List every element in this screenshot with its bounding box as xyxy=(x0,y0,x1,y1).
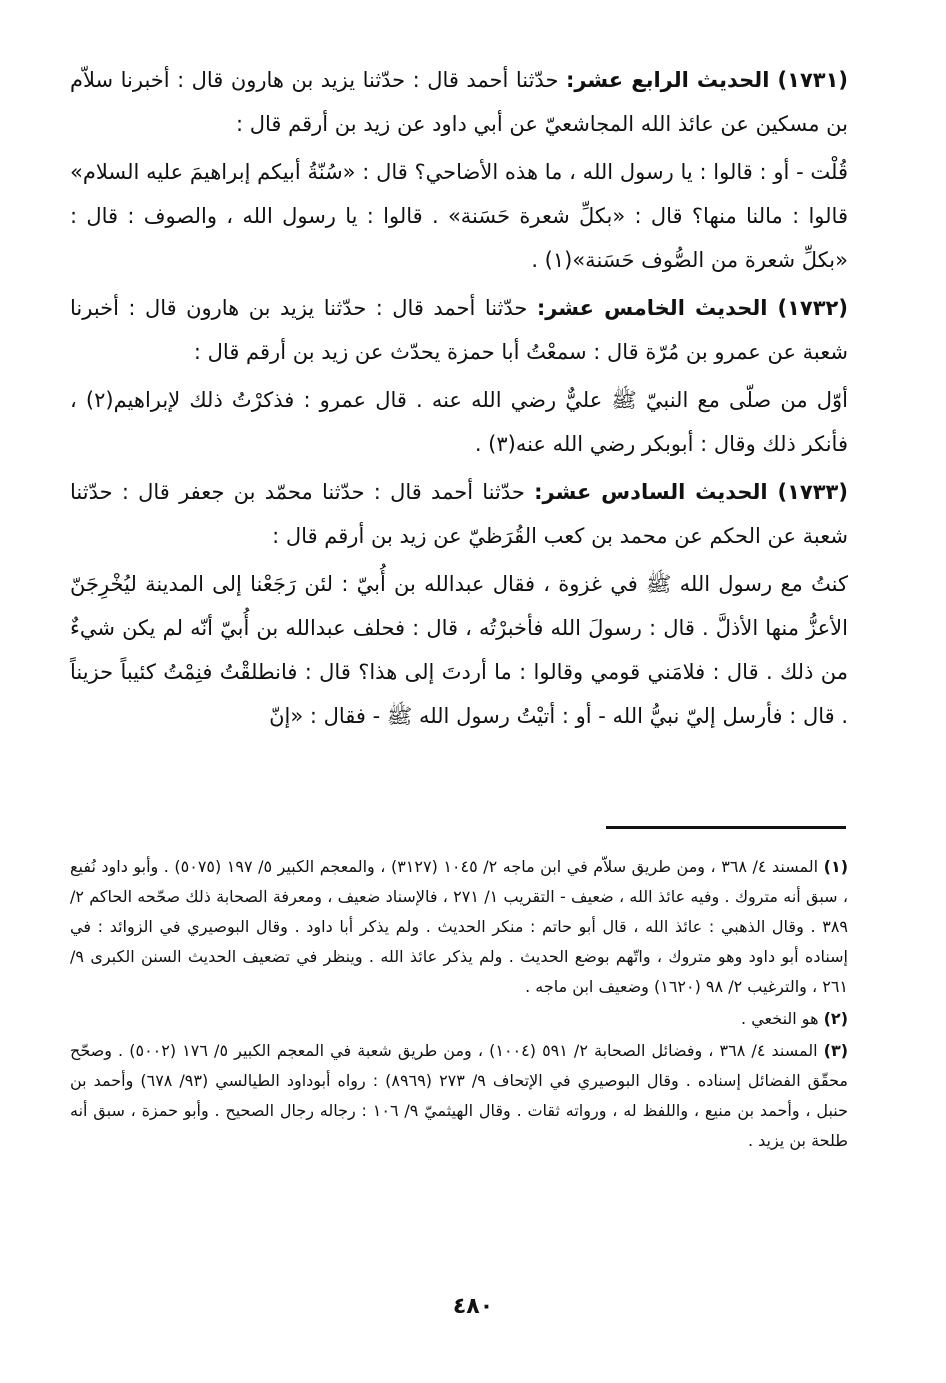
hadith-1731-header xyxy=(70,58,848,146)
hadith-1732-header xyxy=(70,286,848,374)
page-number: ٤٨٠ xyxy=(452,1294,494,1319)
hadith-1733-matn: كنتُ مع رسول الله ﷺ في غزوة ، فقال عبدالله بن أُبيّ : لئن رَجَعْنا إلى المدينة ليُخْرِجَنّ الأعزُّ منها الأذلَّ . قال : رسولَ الله فأخبرْتُه ، قال : فحلف عبدالله بن أُبيّ أنّه لم يكن شيءٌ من ذلك . قال : فلامَني قومي وقالوا : ما أردتَ إلى هذا؟ قال : فانطلقْتُ فنِمْتُ كئيباً حزيناً . قال : فأرسل إليّ نبيُّ الله - أو : أتيْتُ رسول الله ﷺ - فقال : «إنّ xyxy=(70,572,848,728)
footnote-1-text: المسند ٤/ ٣٦٨ ، ومن طريق سلاّم في ابن ماجه ٢/ ١٠٤٥ (٣١٢٧) ، والمعجم الكبير ٥/ ١٩٧ (٥٠٧٥) . وأبو داود نُفيع ، سبق أنه متروك . وفيه عائذ الله ، ضعيف - التقريب ١/ ٢٧١ ، فالإسناد ضعيف ، ومعرفة الصحابة ذلك صحّحه الحاكم ٢/ ٣٨٩ . وقال الذهبي : عائذ الله ، قال أبو حاتم : منكر الحديث . ولم يذكر أبا داود . وقال البوصيري في الزوائد : في إسناده أبو داود وهو متروك ، واتّهم بوضع الحديث . ولم يذكر عائذ الله . وينظر في تضعيف الحديث السنن الكبرى ٩/ ٢٦١ ، والترغيب ٢/ ٩٨ (١٦٢٠) وضعيف ابن ماجه . xyxy=(70,857,849,996)
footnotes xyxy=(70,852,848,1158)
hadith-1731-isnad: حدّثنا أحمد قال : حدّثنا يزيد بن هارون قال : أخبرنا سلاّم بن مسكين عن عائذ الله المجاشعيّ عن أبي داود عن زيد بن أرقم قال : xyxy=(70,68,848,136)
footnote-1-number: (١) xyxy=(823,857,849,876)
footnote-2-text: هو النخعي . xyxy=(741,1009,819,1028)
hadith-1731-matn: قُلْت - أو : قالوا : يا رسول الله ، ما هذه الأضاحي؟ قال : «سُنّةُ أبيكم إبراهيمَ عليه السلام» قالوا : مالنا منها؟ قال : «بكلِّ شعرة حَسَنة» . قالوا : يا رسول الله ، والصوف : قال : «بكلِّ شعرة من الصُّوف حَسَنة»(١) . xyxy=(70,160,848,272)
footnote-1 xyxy=(70,852,848,1002)
hadith-1733-isnad: حدّثنا أحمد قال : حدّثنا محمّد بن جعفر قال : حدّثنا شعبة عن الحكم عن محمد بن كعب القُرَظيّ عن زيد بن أرقم قال : xyxy=(70,480,848,548)
hadith-1732-heading: (١٧٣٢) الحديث الخامس عشر: xyxy=(536,296,848,320)
hadith-1733-heading: (١٧٣٣) الحديث السادس عشر: xyxy=(534,480,848,504)
hadith-1733-header xyxy=(70,470,848,558)
footnote-2-number: (٢) xyxy=(823,1009,848,1028)
footnote-3 xyxy=(70,1036,848,1156)
hadith-1732-matn: أوّل من صلّى مع النبيّ ﷺ عليٌّ رضي الله عنه . قال عمرو : فذكرْتُ ذلك لإبراهيم(٢) ، فأنكر ذلك وقال : أبوبكر رضي الله عنه(٣) . xyxy=(70,388,848,456)
main-text xyxy=(70,58,848,738)
footnote-3-number: (٣) xyxy=(823,1041,849,1060)
footnote-2 xyxy=(70,1004,848,1034)
footnote-divider xyxy=(606,826,846,829)
hadith-1731-heading: (١٧٣١) الحديث الرابع عشر: xyxy=(565,68,849,92)
footnote-3-text: المسند ٤/ ٣٦٨ ، وفضائل الصحابة ٢/ ٥٩١ (١٠٠٤) ، ومن طريق شعبة في المعجم الكبير ٥/ ١٧٦ (٥٠٠٢) . وصحّح محقّق الفضائل إسناده . وقال البوصيري في الإتحاف ٩/ ٢٧٣ (٨٩٦٩) : رواه أبوداود الطيالسي (٩٣/ ٦٧٨) وأحمد بن حنبل ، وأحمد بن منيع ، واللفظ له ، ورواته ثقات . وقال الهيثميّ ٩/ ١٠٦ : رجاله رجال الصحيح . وأبو حمزة ، سبق أنه طلحة بن يزيد . xyxy=(70,1041,849,1150)
hadith-1732-isnad: حدّثنا أحمد قال : حدّثنا يزيد بن هارون قال : أخبرنا شعبة عن عمرو بن مُرّة قال : سمعْتُ أبا حمزة يحدّث عن زيد بن أرقم قال : xyxy=(70,296,848,364)
